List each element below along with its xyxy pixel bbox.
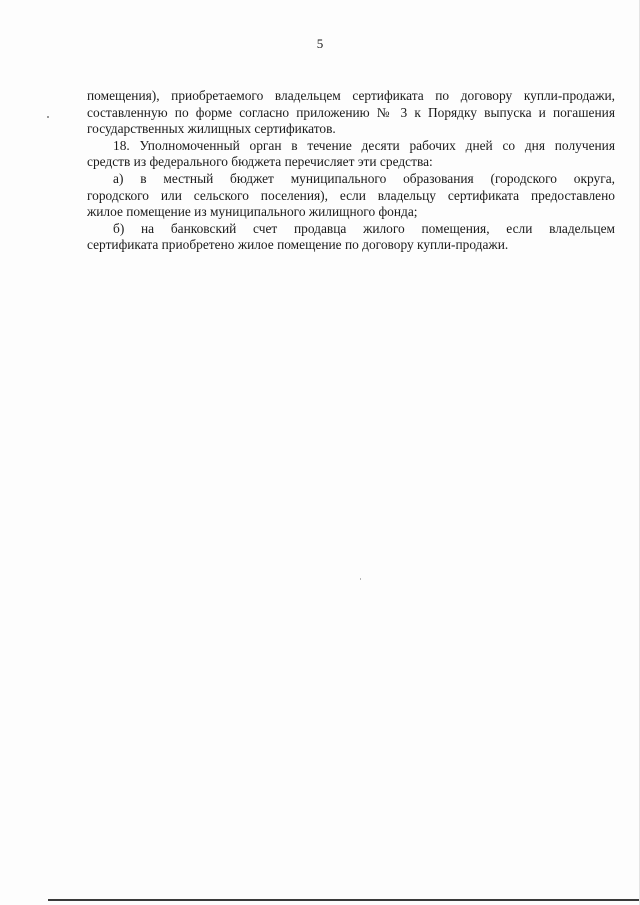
- scan-bottom-edge: [48, 899, 640, 901]
- text-line: а) в местный бюджет муниципального образования (городского округа,: [113, 170, 615, 186]
- text-line: помещения), приобретаемого владельцем сертификата по договору купли-продажи,: [87, 88, 615, 103]
- subparagraph-a: [87, 171, 615, 221]
- page-number: 5: [316, 36, 324, 51]
- text-line: жилое помещение из муниципального жилищного фонда;: [87, 204, 418, 220]
- subparagraph-b: [87, 221, 615, 254]
- text-line: сертификата приобретено жилое помещение по договору купли-продажи.: [87, 237, 509, 253]
- scan-dot-mark: [360, 578, 361, 580]
- document-body: [87, 88, 615, 254]
- paragraph-continuation: [87, 88, 615, 138]
- text-line: государственных жилищных сертификатов.: [87, 121, 336, 137]
- text-line: 18. Уполномоченный орган в течение десяти рабочих дней со дня получения: [113, 137, 615, 153]
- scan-dot-mark: [47, 116, 49, 118]
- text-line: б) на банковский счет продавца жилого помещения, если владельцем: [113, 220, 615, 236]
- text-line: составленную по форме согласно приложению № 3 к Порядку выпуска и погашения: [87, 104, 615, 120]
- paragraph-18: [87, 138, 615, 171]
- text-line: городского или сельского поселения), если владельцу сертификата предоставлено: [87, 187, 615, 203]
- text-line: средств из федерального бюджета перечисляет эти средства:: [87, 154, 433, 170]
